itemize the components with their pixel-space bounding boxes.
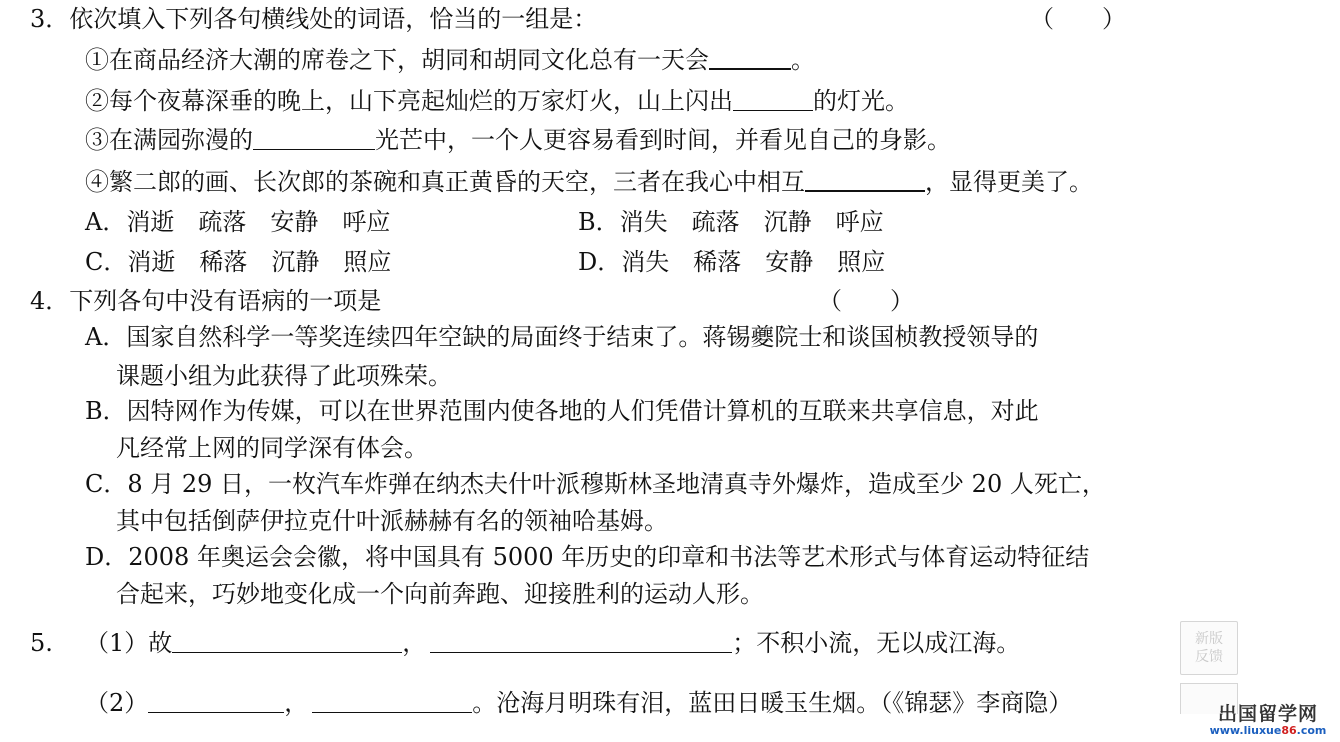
q3-blank-3[interactable] <box>253 129 375 150</box>
q5-p1-comma: ， <box>402 629 427 657</box>
q3-blank-2[interactable] <box>733 90 813 111</box>
q4-option-c-line2: 其中包括倒萨伊拉克什叶派赫赫有名的领袖哈基姆。 <box>116 507 668 535</box>
q3-s4-after: ，显得更美了。 <box>925 168 1093 196</box>
q4-option-d-line1[interactable]: D．2008 年奥运会会徽，将中国具有 5000 年历史的印章和书法等艺术形式与体育运动特征结 <box>85 543 1090 571</box>
q5-p2-blank-2[interactable] <box>312 692 472 713</box>
q3-option-b[interactable]: B．消失 疏落 沉静 呼应 <box>578 208 884 236</box>
q3-stem: 3．依次填入下列各句横线处的词语，恰当的一组是： <box>30 5 598 33</box>
q4-option-b-line2: 凡经常上网的同学深有体会。 <box>116 434 428 462</box>
q3-sentence-2 <box>85 87 909 115</box>
feedback-button[interactable] <box>1180 621 1238 675</box>
q5-p1-after: ；不积小流，无以成江海。 <box>732 629 1021 657</box>
q5-part-2 <box>85 689 1072 717</box>
feedback-line1: 新版 <box>1195 631 1223 647</box>
q3-s1-before: ①在商品经济大潮的席卷之下，胡同和胡同文化总有一天会 <box>85 46 709 74</box>
q4-option-a-line2: 课题小组为此获得了此项殊荣。 <box>116 362 452 390</box>
q4-answer-paren: （ ） <box>818 287 914 315</box>
q3-blank-1[interactable] <box>709 48 791 70</box>
q3-s3-after: 光芒中，一个人更容易看到时间，并看见自己的身影。 <box>375 126 951 154</box>
q5-part-1 <box>85 629 1020 657</box>
q3-s1-after: 。 <box>791 46 815 74</box>
q3-option-a[interactable]: A．消逝 疏落 安静 呼应 <box>85 208 391 236</box>
q3-option-c[interactable]: C．消逝 稀落 沉静 照应 <box>85 248 392 276</box>
q5-p1-blank-1[interactable] <box>172 632 402 653</box>
q5-p2-after: 。沧海月明珠有泪，蓝田日暖玉生烟。（《锦瑟》李商隐） <box>472 689 1073 717</box>
q3-s4-before: ④繁二郎的画、长次郎的茶碗和真正黄昏的天空，三者在我心中相互 <box>85 168 805 196</box>
feedback-line2: 反馈 <box>1195 649 1223 665</box>
q5-number: 5. <box>30 629 53 657</box>
site-watermark <box>1196 704 1340 742</box>
q3-sentence-1 <box>85 46 815 74</box>
q3-blank-4[interactable] <box>805 170 925 192</box>
q4-option-a-line1[interactable]: A．国家自然科学一等奖连续四年空缺的局面终于结束了。蒋锡夔院士和谈国桢教授领导的 <box>85 323 1039 351</box>
q4-option-b-line1[interactable]: B．因特网作为传媒，可以在世界范围内使各地的人们凭借计算机的互联来共享信息，对此 <box>85 397 1039 425</box>
q3-answer-paren: （ ） <box>1030 5 1126 33</box>
q3-option-d[interactable]: D．消失 稀落 安静 照应 <box>578 248 886 276</box>
q5-p2-blank-1[interactable] <box>148 692 284 713</box>
q3-s2-before: ②每个夜幕深垂的晚上，山下亮起灿烂的万家灯火，山上闪出 <box>85 87 733 115</box>
q4-stem: 4．下列各句中没有语病的一项是 <box>30 287 382 315</box>
q5-p2-comma: ， <box>284 689 309 717</box>
watermark-name: 出国留学网 <box>1217 703 1318 725</box>
q3-s2-after: 的灯光。 <box>813 87 909 115</box>
q5-p1-blank-2[interactable] <box>430 632 732 653</box>
q4-option-d-line2: 合起来，巧妙地变化成一个向前奔跑、迎接胜利的运动人形。 <box>116 580 764 608</box>
q3-sentence-3 <box>85 126 951 154</box>
q3-s3-before: ③在满园弥漫的 <box>85 126 253 154</box>
q5-p2-label: （2） <box>85 689 149 717</box>
q5-p1-label: （1）故 <box>85 629 173 657</box>
q3-sentence-4 <box>85 168 1093 196</box>
watermark-url: www.liuxue86.com <box>1209 724 1327 737</box>
q4-option-c-line1[interactable]: C．8 月 29 日，一枚汽车炸弹在纳杰夫什叶派穆斯林圣地清真寺外爆炸，造成至少 20 人死亡， <box>85 470 1106 498</box>
